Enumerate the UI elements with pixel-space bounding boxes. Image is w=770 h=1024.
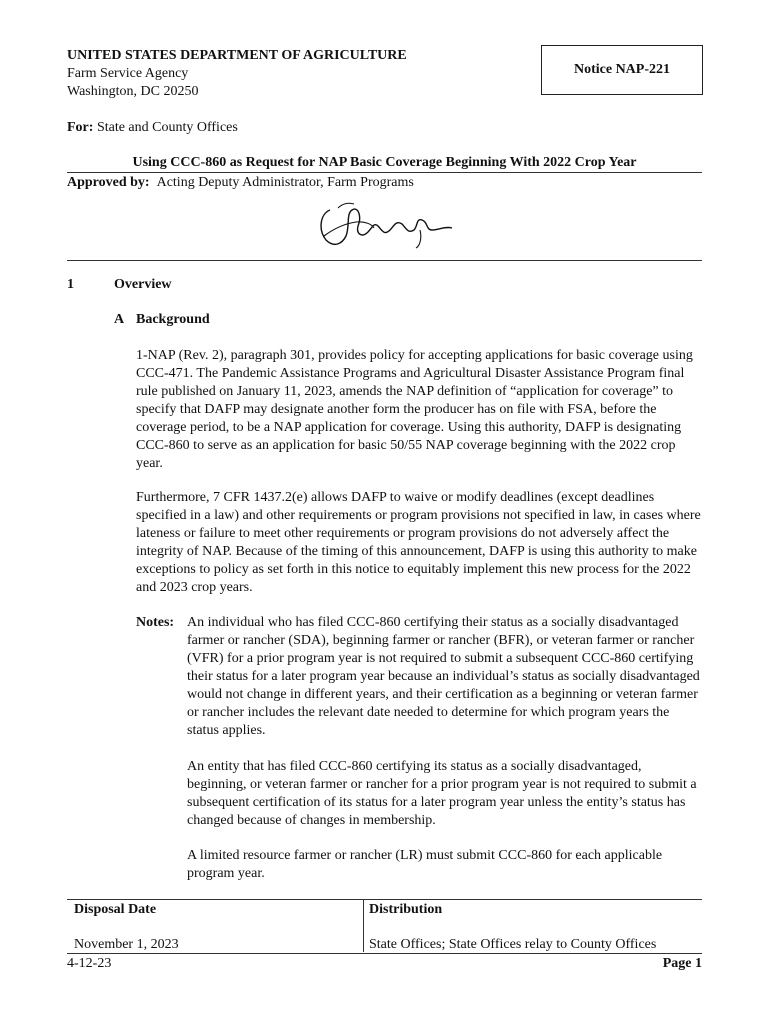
- for-value: State and County Offices: [96, 120, 238, 135]
- approved-value: Acting Deputy Administrator, Farm Programs: [156, 175, 414, 190]
- approved-line: [67, 174, 414, 192]
- notice-id-box: [541, 45, 703, 95]
- disposal-date-value: November 1, 2023: [74, 937, 179, 952]
- background-paragraph-2: Furthermore, 7 CFR 1437.2(e) allows DAFP to waive or modify deadlines (except deadlines specified in a law) and other requirements or program provisions not specified in law, in cases where lateness or failure to meet other requirements or program provisions do not adversely affect the integrity of NAP. Because of the timing of this announcement, DAFP is using this authority to make exceptions to policy as set forth in this notice to equitably implement this new process for the 2022 and 2023 crop years.: [136, 490, 701, 595]
- disposal-date-header: Disposal Date: [74, 902, 157, 917]
- section-heading: Overview: [114, 277, 172, 292]
- section-number: 1: [67, 277, 74, 292]
- subsection-letter: A: [114, 312, 125, 327]
- title-rule: [67, 172, 702, 173]
- table-top-rule: [67, 899, 702, 900]
- background-paragraph-1: 1-NAP (Rev. 2), paragraph 301, provides policy for accepting applications for basic coverage using CCC-471. The Pandemic Assistance Programs and Agricultural Disaster Assistance Program final rule published on January 11, 2023, amends the NAP definition of “application for coverage” to specify that DAFP may designate another form the producer has on file with FSA, before the coverage period, to be a NAP application for coverage. Using this authority, DAFP is designating CCC-860 to serve as an application for basic 50/55 NAP coverage beginning with the 2022 crop year.: [136, 348, 693, 471]
- table-divider: [363, 900, 364, 952]
- notice-id: Notice NAP-221: [573, 62, 671, 77]
- distribution-value: State Offices; State Offices relay to County Offices: [369, 937, 657, 952]
- approved-label: Approved by:: [67, 175, 150, 190]
- subsection-heading: Background: [136, 312, 210, 327]
- distribution-header: Distribution: [369, 902, 443, 917]
- sub-agency-name: Farm Service Agency: [67, 66, 189, 81]
- page-number: Page 1: [662, 956, 702, 971]
- notice-title: Using CCC-860 as Request for NAP Basic Coverage Beginning With 2022 Crop Year: [132, 155, 637, 170]
- notes-label: Notes:: [136, 615, 175, 630]
- for-line: [67, 119, 238, 137]
- note-item-1: An individual who has filed CCC-860 certifying their status as a socially disadvantaged farmer or rancher (SDA), beginning farmer or rancher (BFR), or veteran farmer or rancher (VFR) for a prior program year is not required to submit a subsequent CCC-860 certifying their status for a later program year because an individual’s status as socially disadvantaged would not change in different years, and their certification as a beginning or veteran farmer or rancher includes the relevant date needed to determine for which program years the status applies.: [187, 615, 700, 738]
- for-label: For:: [67, 120, 94, 135]
- signature-rule: [67, 260, 702, 261]
- footer-date: 4-12-23: [67, 956, 112, 971]
- signature-image: [312, 200, 457, 252]
- note-item-3: A limited resource farmer or rancher (LR) must submit CCC-860 for each applicable program year.: [187, 848, 663, 881]
- table-bottom-rule: [67, 953, 702, 954]
- agency-address: Washington, DC 20250: [67, 84, 199, 99]
- note-item-2: An entity that has filed CCC-860 certifying its status as a socially disadvantaged, beginning, or veteran farmer or rancher for a prior program year is not required to submit a subsequent certification of its status for a later program year unless the entity’s status has changed because of changes in membership.: [187, 759, 697, 828]
- agency-name: UNITED STATES DEPARTMENT OF AGRICULTURE: [67, 48, 407, 63]
